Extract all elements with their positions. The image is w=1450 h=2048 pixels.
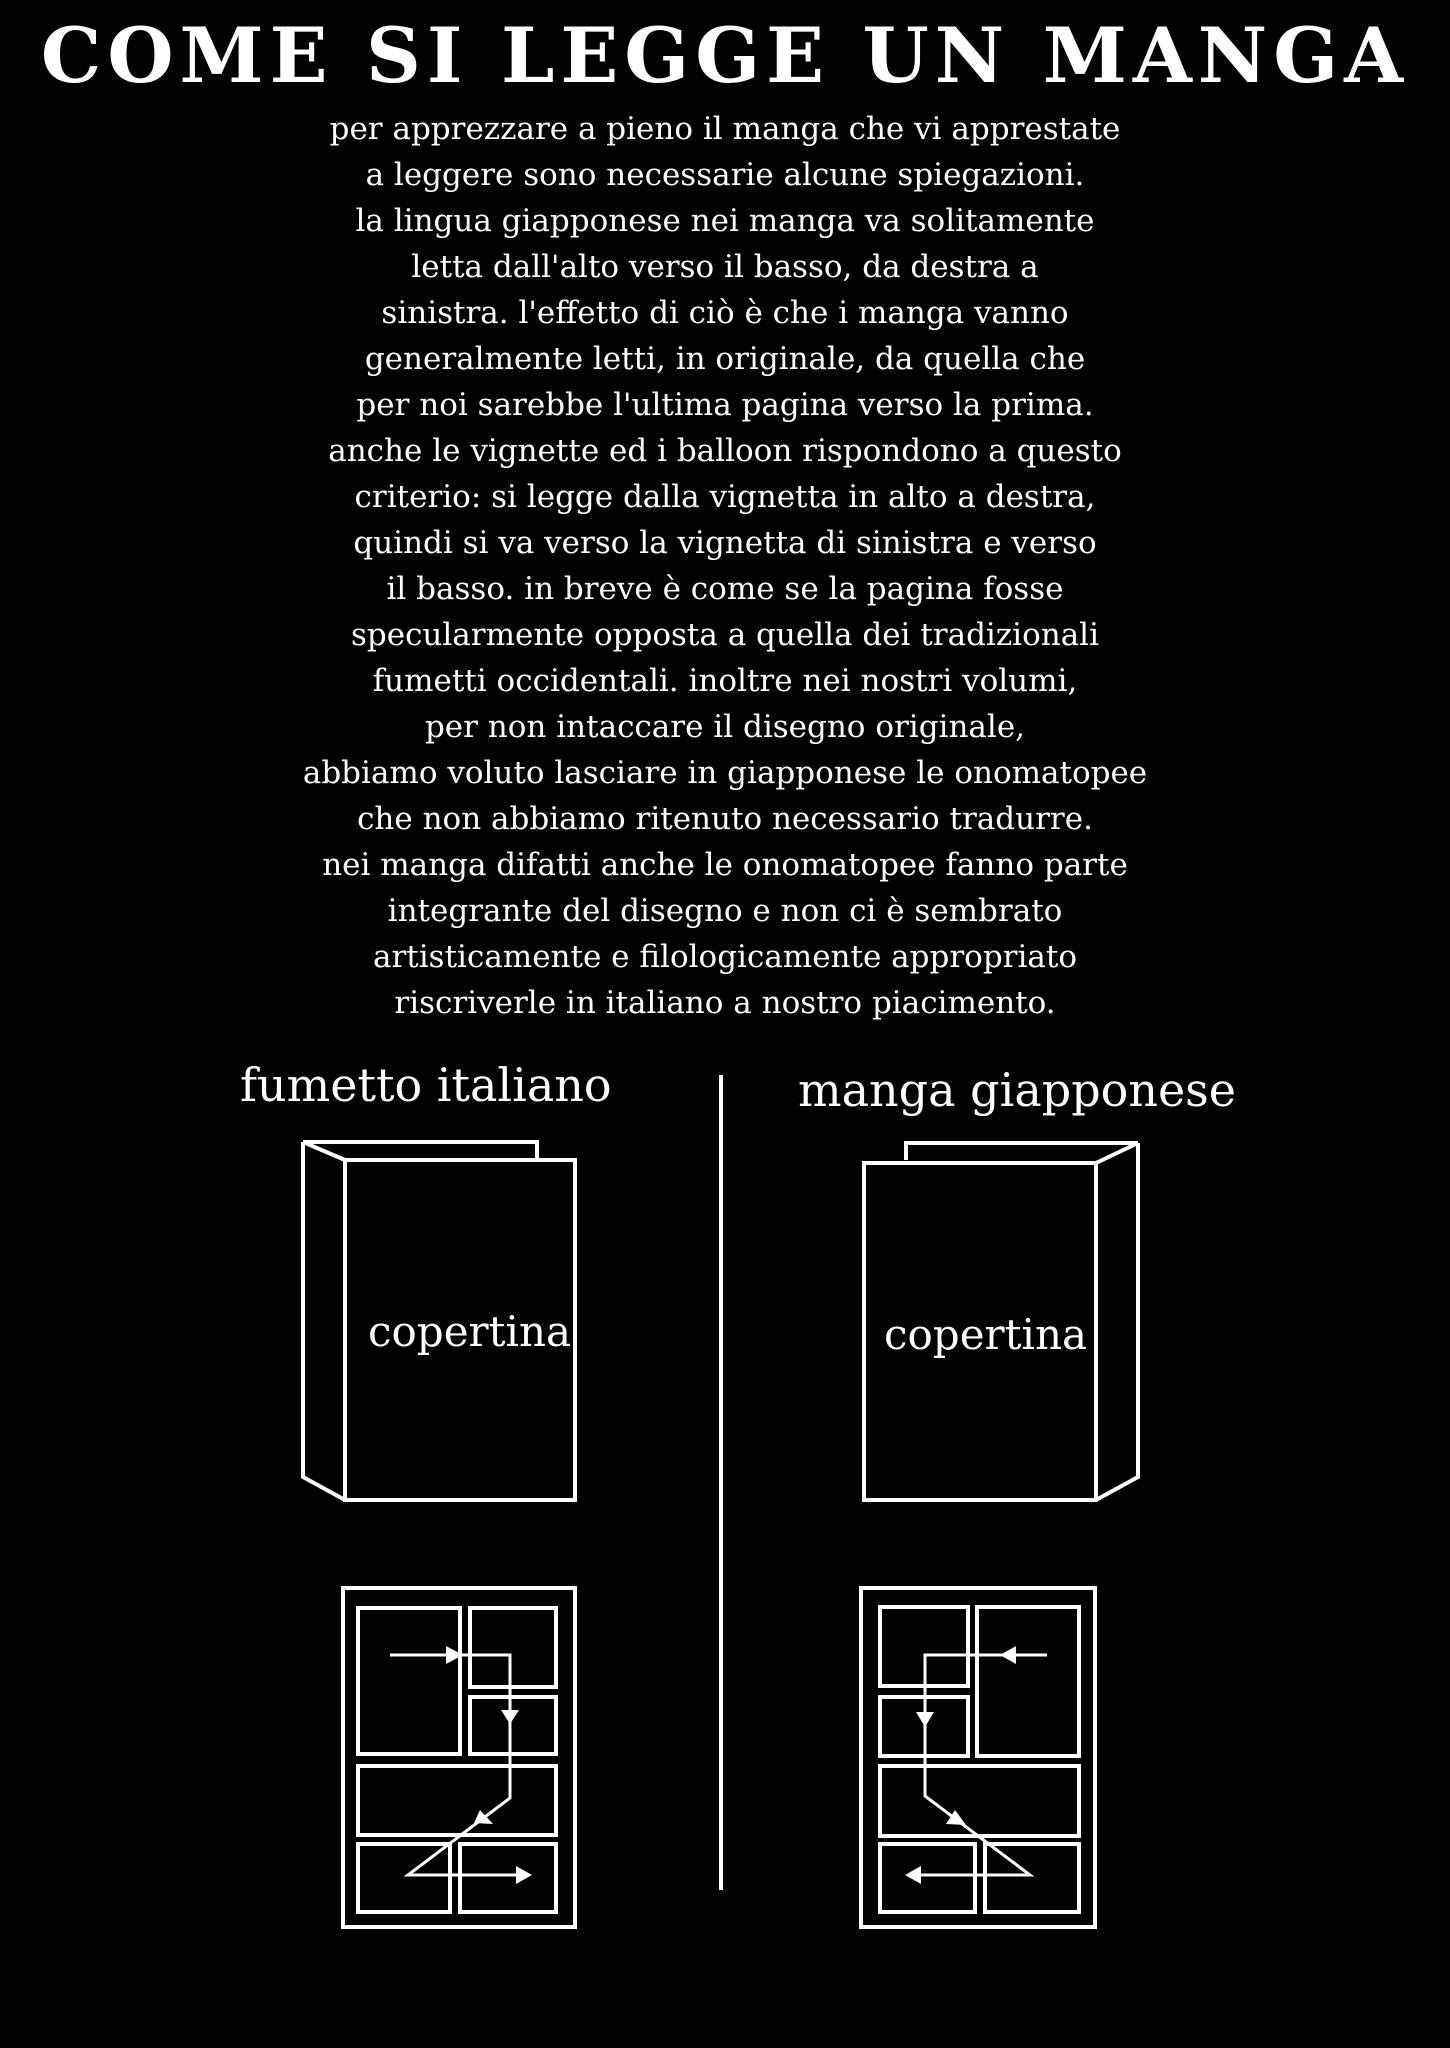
italian-cover-label: copertina (368, 1307, 572, 1356)
manga-page-layout (861, 1588, 1095, 1927)
panel (358, 1608, 460, 1754)
book-spine-front (1096, 1143, 1138, 1500)
book-spine-top (1096, 1143, 1138, 1163)
text-line: anche le vignette ed i balloon rispondono a questo (328, 433, 1122, 469)
panel (880, 1844, 975, 1912)
book-spine-front (303, 1142, 345, 1500)
text-line: il basso. in breve è come se la pagina fosse (386, 571, 1064, 607)
text-line: fumetti occidentali. inoltre nei nostri volumi, (372, 663, 1078, 699)
text-line: per apprezzare a pieno il manga che vi apprestate (329, 111, 1121, 147)
text-line: per noi sarebbe l'ultima pagina verso la prima. (356, 387, 1094, 423)
text-line: criterio: si legge dalla vignetta in alto a destra, (354, 479, 1096, 515)
text-line: abbiamo voluto lasciare in giapponese le onomatopee (302, 755, 1148, 791)
italian-comic-heading: fumetto italiano (240, 1058, 612, 1112)
text-line: specularmente opposta a quella dei tradizionali (350, 617, 1100, 653)
text-line: a leggere sono necessarie alcune spiegazioni. (365, 157, 1085, 193)
panel (985, 1844, 1079, 1912)
italian-page-layout (343, 1588, 575, 1927)
panel (880, 1766, 1079, 1836)
text-line: quindi si va verso la vignetta di sinistra e verso (353, 525, 1097, 561)
text-line: nei manga difatti anche le onomatopee fanno parte (322, 847, 1128, 883)
text-line: integrante del disegno e non ci è sembrato (387, 893, 1063, 929)
text-line: che non abbiamo ritenuto necessario tradurre. (357, 801, 1093, 837)
panel (470, 1697, 556, 1754)
text-line: sinistra. l'effetto di ciò è che i manga vanno (381, 295, 1069, 331)
book-spine-top (303, 1142, 345, 1160)
text-line: riscriverle in italiano a nostro piacimento. (394, 985, 1056, 1021)
japanese-manga-heading: manga giapponese (798, 1063, 1237, 1117)
page-title: COME SI LEGGE UN MANGA (40, 11, 1410, 100)
panel (977, 1607, 1079, 1756)
panel (358, 1766, 556, 1835)
column-divider (719, 1075, 723, 1890)
manga-cover-label: copertina (884, 1310, 1088, 1359)
text-line: artisticamente e filologicamente appropriato (373, 939, 1077, 975)
text-line: generalmente letti, in originale, da quella che (364, 341, 1086, 377)
text-line: la lingua giapponese nei manga va solitamente (355, 203, 1095, 239)
text-line: per non intaccare il disegno originale, (424, 709, 1026, 745)
panel (460, 1844, 556, 1912)
text-line: letta dall'alto verso il basso, da destra a (411, 249, 1039, 285)
panel (470, 1608, 556, 1687)
